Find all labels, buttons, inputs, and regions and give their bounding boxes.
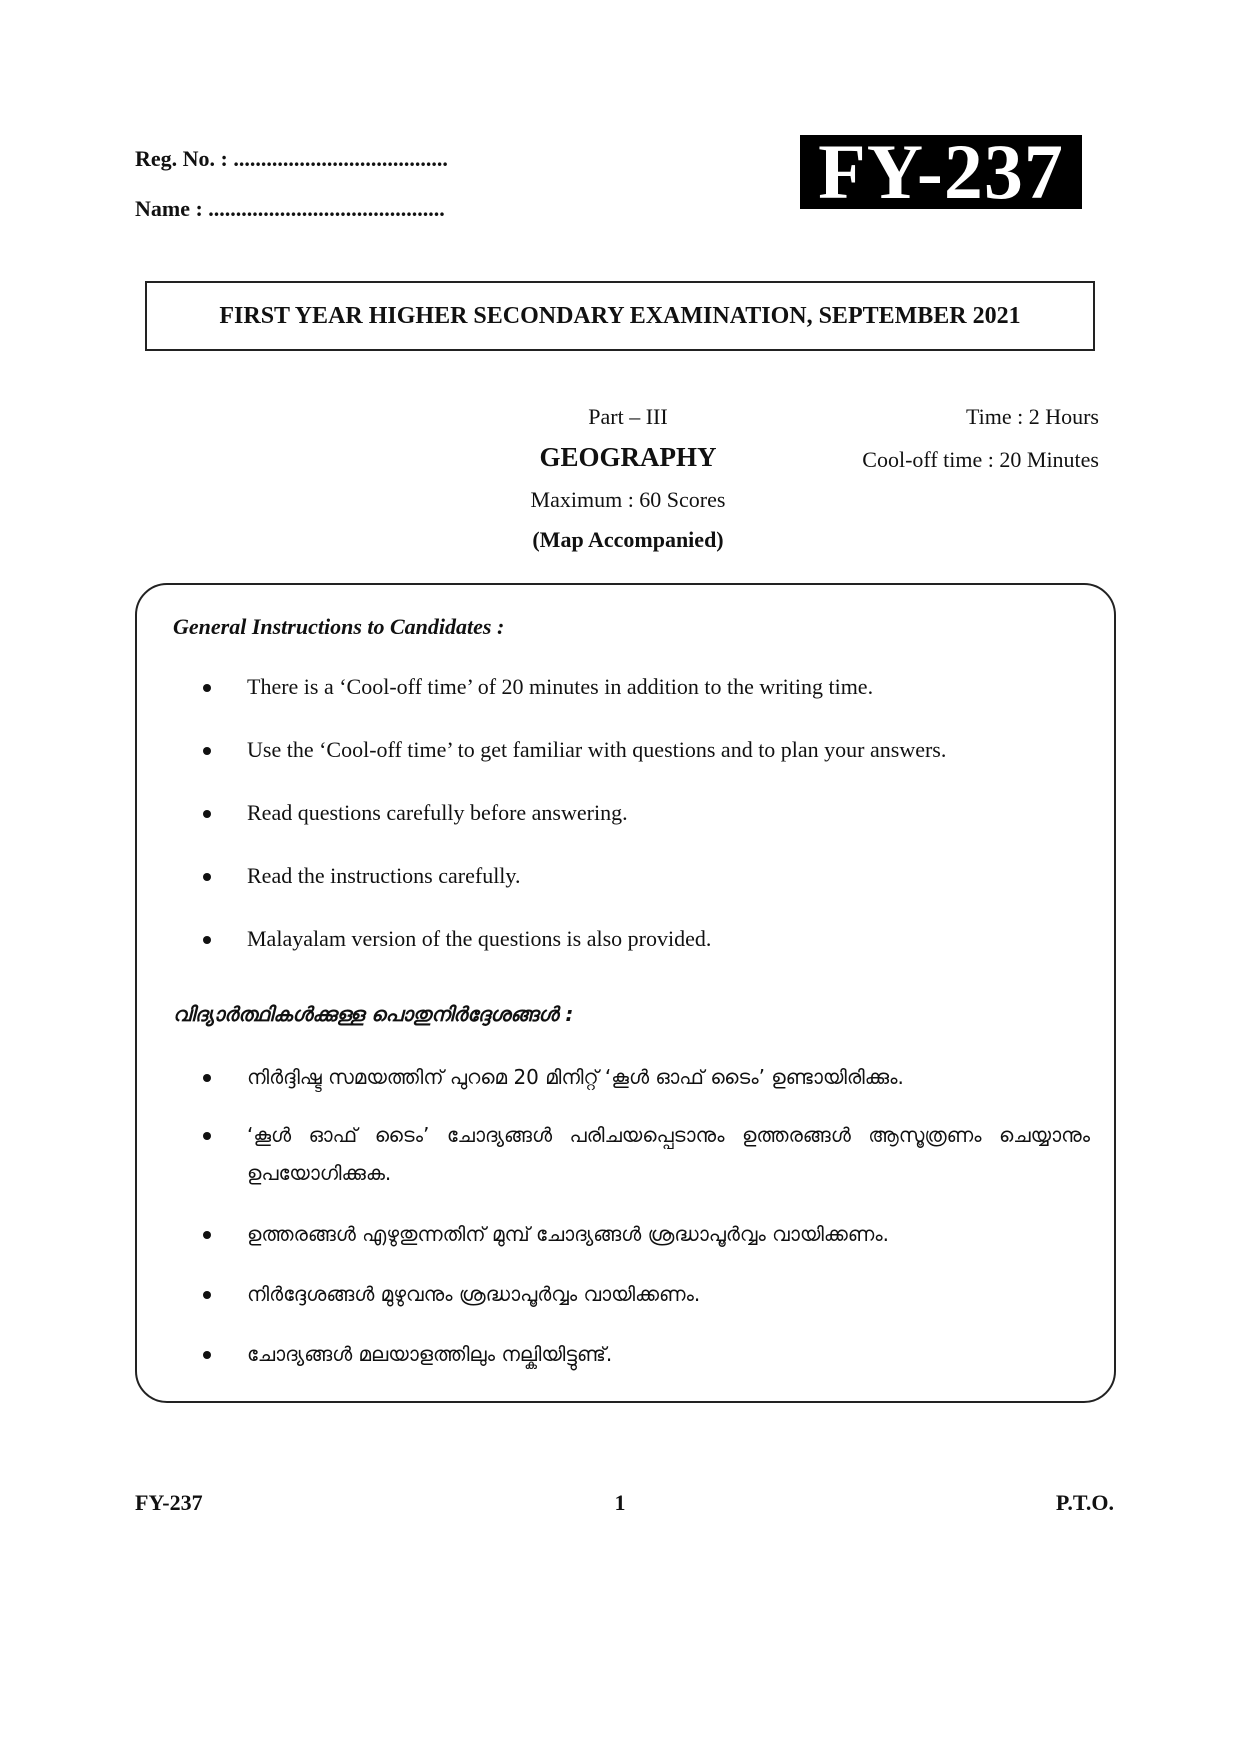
list-item: Malayalam version of the questions is also provided. [205,920,1090,958]
bullet-icon [203,1132,211,1140]
bullet-icon [203,1231,211,1239]
bullet-icon [203,1351,211,1359]
list-item: There is a ‘Cool-off time’ of 20 minutes in addition to the writing time. [205,668,1090,706]
bullet-icon [203,873,211,881]
reg-no-field: Reg. No. : ....................................... [135,146,448,171]
cool-off-time: Cool-off time : 20 Minutes [862,447,1099,472]
bullet-icon [203,1074,211,1082]
map-note: (Map Accompanied) [532,527,724,552]
max-scores: Maximum : 60 Scores [530,487,726,512]
malayalam-instructions-heading: വിദ്യാർത്ഥികൾക്കുള്ള പൊതുനിർദ്ദേശങ്ങൾ : [173,1002,574,1026]
bullet-icon [203,810,211,818]
page-number: 1 [614,1490,626,1515]
list-item: ചോദ്യങ്ങൾ മലയാളത്തിലും നല്കിയിട്ടുണ്ട്. [205,1335,1090,1373]
bullet-icon [203,747,211,755]
bullet-icon [203,936,211,944]
paper-code-badge: FY-237 [800,135,1082,209]
list-item: ‘കൂൾ ഓഫ് ടൈം’ ചോദ്യങ്ങൾ പരിചയപ്പെടാനും ഉത്തരങ്ങൾ ആസൂത്രണം ചെയ്യാനും ഉപയോഗിക്കുക. [205,1116,1090,1192]
time-allowed: Time : 2 Hours [965,404,1099,429]
bullet-icon [203,1291,211,1299]
bullet-icon [203,684,211,692]
subject-title: GEOGRAPHY [539,442,717,472]
footer-paper-code: FY-237 [135,1490,203,1515]
exam-title: FIRST YEAR HIGHER SECONDARY EXAMINATION, SEPTEMBER 2021 [145,281,1095,351]
list-item: Read the instructions carefully. [205,857,1090,895]
list-item: Read questions carefully before answering. [205,794,1090,832]
list-item: Use the ‘Cool-off time’ to get familiar with questions and to plan your answers. [205,731,1090,769]
list-item: നിർദ്ദിഷ്ട സമയത്തിന് പുറമെ 20 മിനിറ്റ് ‘കൂൾ ഓഫ് ടൈം’ ഉണ്ടായിരിക്കും. [205,1058,1090,1096]
please-turn-over: P.T.O. [1055,1490,1114,1515]
part-label: Part – III [588,404,668,429]
list-item: നിർദ്ദേശങ്ങൾ മുഴുവനും ശ്രദ്ധാപൂർവ്വം വായിക്കണം. [205,1275,1090,1313]
name-field: Name : ........................................... [135,196,445,221]
list-item: ഉത്തരങ്ങൾ എഴുതുന്നതിന് മുമ്പ് ചോദ്യങ്ങൾ ശ്രദ്ധാപൂർവ്വം വായിക്കണം. [205,1215,1090,1253]
english-instructions-heading: General Instructions to Candidates : [173,614,505,639]
